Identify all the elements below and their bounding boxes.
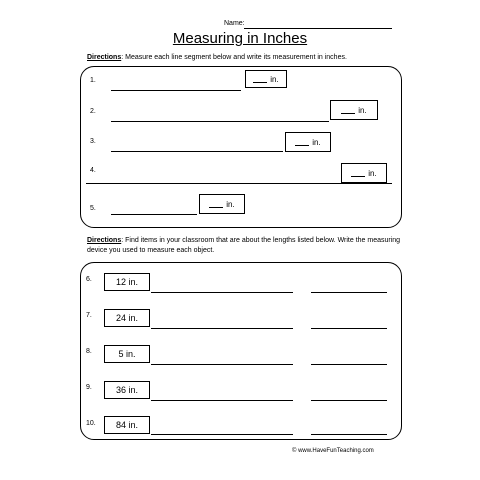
item-number: 8. (86, 348, 92, 355)
answer-unit: in. (226, 199, 235, 209)
answer-blank (209, 200, 223, 208)
answer-box[interactable] (199, 194, 245, 214)
directions-1 (87, 54, 407, 61)
answer-box[interactable] (245, 70, 287, 88)
line-segment (86, 183, 392, 184)
device-answer-line[interactable] (311, 434, 387, 435)
line-segment (111, 90, 241, 91)
item-number: 2. (90, 108, 96, 115)
length-box: 84 in. (104, 416, 150, 434)
item-number: 7. (86, 312, 92, 319)
answer-blank (253, 75, 267, 83)
line-segment (111, 121, 329, 122)
item-number: 1. (90, 77, 96, 84)
line-segment (111, 151, 283, 152)
object-answer-line[interactable] (151, 364, 293, 365)
directions-text: : Measure each line segment below and write its measurement in inches. (121, 54, 347, 61)
object-answer-line[interactable] (151, 292, 293, 293)
answer-box[interactable] (330, 100, 378, 120)
directions-2 (87, 236, 403, 256)
line-segment (111, 214, 197, 215)
device-answer-line[interactable] (311, 364, 387, 365)
page-title: Measuring in Inches (172, 30, 308, 47)
answer-box[interactable] (341, 163, 387, 183)
answer-unit: in. (358, 105, 367, 115)
device-answer-line[interactable] (311, 400, 387, 401)
answer-unit: in. (312, 137, 321, 147)
directions-text: : Find items in your classroom that are about the lengths listed below. Write the measuring device you used to measure each object. (87, 237, 401, 254)
length-box: 12 in. (104, 273, 150, 291)
answer-box[interactable] (285, 132, 331, 152)
device-answer-line[interactable] (311, 292, 387, 293)
answer-blank (341, 106, 355, 114)
length-box: 24 in. (104, 309, 150, 327)
directions-label: Directions (87, 54, 122, 61)
object-answer-line[interactable] (151, 328, 293, 329)
device-answer-line[interactable] (311, 328, 387, 329)
answer-blank (351, 169, 365, 177)
item-number: 9. (86, 384, 92, 391)
item-number: 6. (86, 276, 92, 283)
name-field[interactable] (244, 28, 392, 29)
answer-blank (295, 138, 309, 146)
item-number: 5. (90, 205, 96, 212)
item-number: 4. (90, 167, 96, 174)
length-box: 5 in. (104, 345, 150, 363)
item-number: 10. (86, 420, 96, 427)
object-answer-line[interactable] (151, 400, 293, 401)
object-answer-line[interactable] (151, 434, 293, 435)
answer-unit: in. (368, 168, 377, 178)
answer-unit: in. (270, 74, 279, 84)
item-number: 3. (90, 138, 96, 145)
name-label: Name: (224, 20, 245, 27)
length-box: 36 in. (104, 381, 150, 399)
copyright-footer: © www.HaveFunTeaching.com (292, 448, 374, 454)
directions-label: Directions (87, 237, 122, 244)
